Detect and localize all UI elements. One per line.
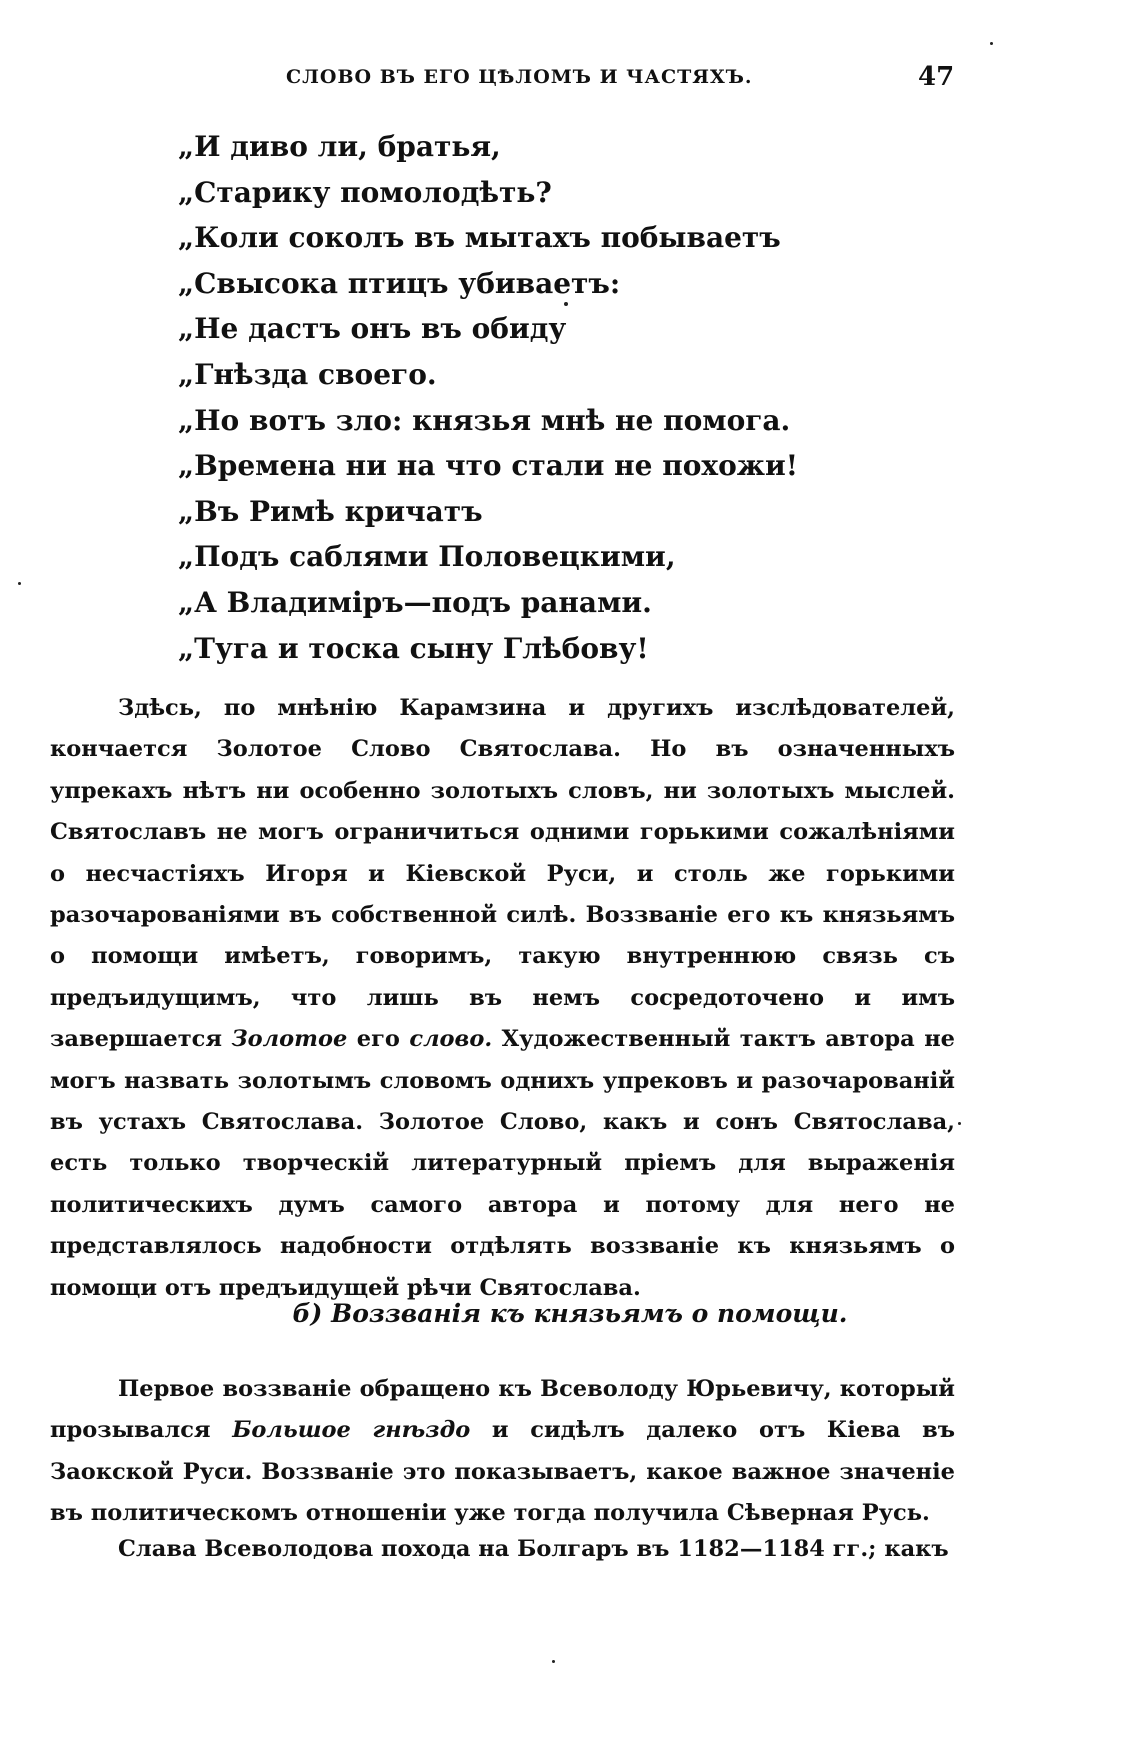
emphasis-text: Золотое xyxy=(231,1026,348,1053)
paragraph-text: и сидѣлъ далеко отъ Кіева въ Заокской Руси. Воззваніе это показываетъ, какое важное значеніе въ политическомъ отношеніи уже тогда получила Сѣверная Русь. xyxy=(50,1417,955,1527)
body-paragraph xyxy=(50,1369,955,1535)
section-heading: б) Воззванія къ князьямъ о помощи. xyxy=(292,1299,848,1328)
paragraph-text: Здѣсь, по мнѣнію Карамзина и другихъ изслѣдователей, кончается Золотое Слово Святослава. Но въ означенныхъ упрекахъ нѣтъ ни особенно золотыхъ словъ, ни золотыхъ мыслей. Святославъ не могъ ограничиться одними горькими сожалѣніями о несчастіяхъ Игоря и Кіевской Руси, и столь же горькими разочарованіями въ собственной силѣ. Воззваніе его къ князьямъ о помощи имѣетъ, говоримъ, такую внутреннюю связь съ предъидущимъ, что лишь въ немъ сосредоточено и имъ завершается xyxy=(50,695,955,1053)
paragraph-body: Слава Всеволодова похода на Болгаръ въ 1182—1184 гг.; какъ xyxy=(118,1536,949,1562)
poem-quote xyxy=(178,124,878,671)
poem-line: „А Владиміръ—подъ ранами. xyxy=(178,585,652,619)
emphasis-text: слово. xyxy=(409,1026,493,1053)
paragraph-body xyxy=(50,1369,955,1535)
paragraph-text: Первое воззваніе обращено къ Всеволоду Юрьевичу, который прозывался xyxy=(50,1376,955,1444)
poem-line: „Въ Римѣ кричатъ xyxy=(178,494,483,528)
commentary-paragraph xyxy=(50,688,955,1309)
poem-line: „Туга и тоска сыну Глѣбову! xyxy=(178,631,649,665)
paragraph-text: Художественный тактъ автора не могъ назвать золотымъ словомъ однихъ упрековъ и разочарованій въ устахъ Святослава. Золотое Слово, какъ и сонъ Святослава, есть только творческій литературный пріемъ для выраженія политическихъ думъ самого автора и потому для него не представлялось надобности отдѣлять воззваніе къ князьямъ о помощи отъ предъидущей рѣчи Святослава. xyxy=(50,1026,955,1301)
print-speck xyxy=(18,582,21,585)
poem-line: „Не дастъ онъ въ обиду xyxy=(178,312,567,346)
print-speck xyxy=(990,42,993,45)
poem-line: „И диво ли, братья, xyxy=(178,130,501,163)
body-paragraph xyxy=(50,1529,955,1570)
page-number: 47 xyxy=(918,62,955,92)
poem-line: „Подъ саблями Половецкими, xyxy=(178,540,676,574)
print-speck xyxy=(564,302,568,306)
print-speck xyxy=(552,1660,555,1663)
poem-line: „Свысока птицъ убиваетъ: xyxy=(178,266,621,300)
paragraph-body xyxy=(50,688,955,1309)
poem-line: „Времена ни на что стали не похожи! xyxy=(178,449,799,483)
poem-line: „Коли соколъ въ мытахъ побываетъ xyxy=(178,221,781,255)
emphasis-text: Большое гнѣздо xyxy=(232,1417,471,1444)
print-speck xyxy=(958,1122,961,1125)
paragraph-text: его xyxy=(347,1026,410,1053)
poem-line: „Гнѣзда своего. xyxy=(178,357,437,391)
running-title: СЛОВО ВЪ ЕГО ЦѢЛОМЪ И ЧАСТЯХЪ. xyxy=(286,66,753,88)
poem-line: „Старику помолодѣть? xyxy=(178,175,552,209)
poem-line: „Но вотъ зло: князья мнѣ не помога. xyxy=(178,403,791,437)
